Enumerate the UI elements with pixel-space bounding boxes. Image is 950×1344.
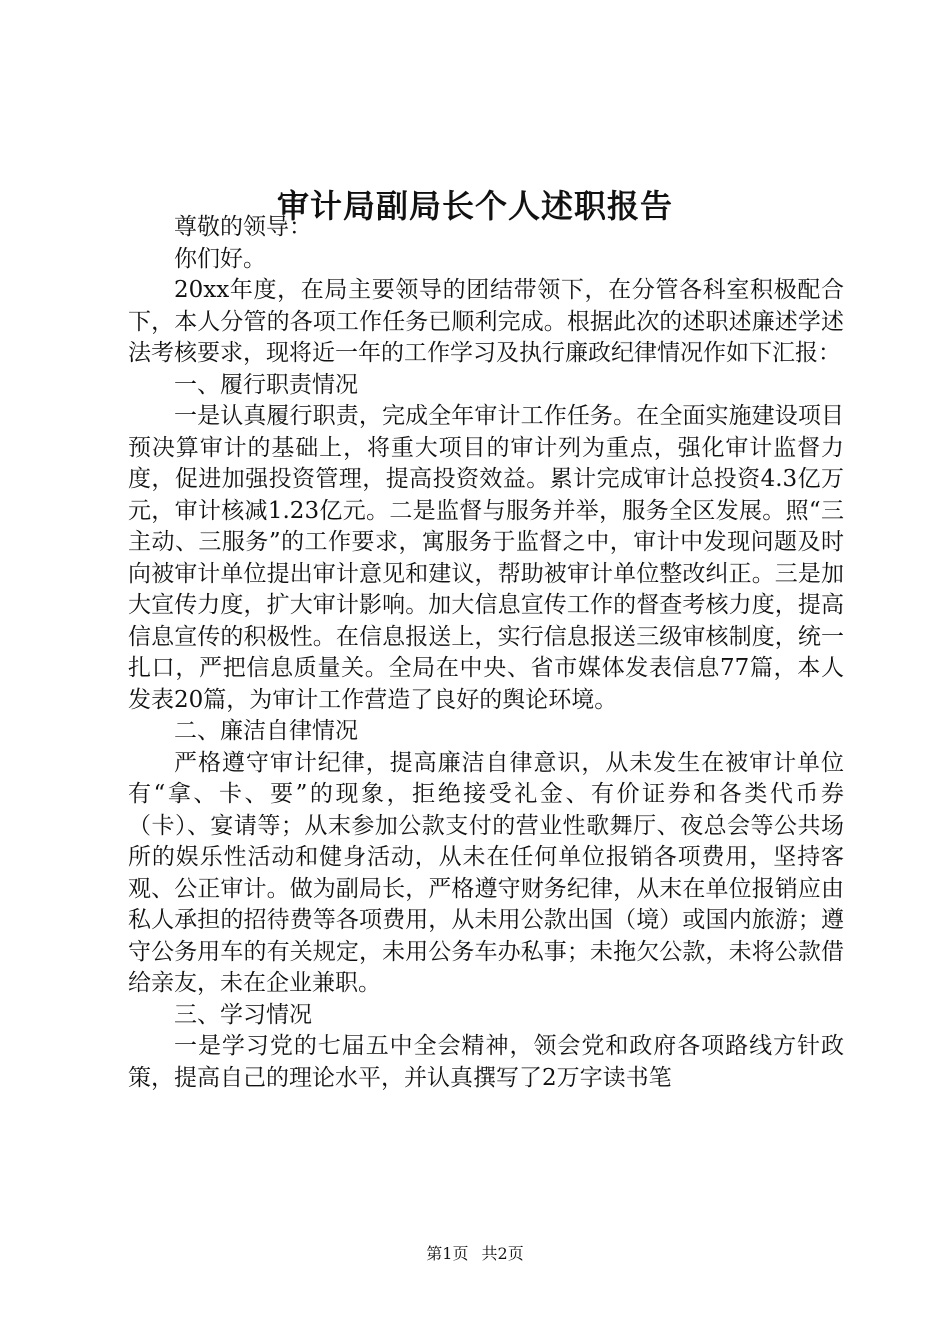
intro-paragraph: 20xx年度，在局主要领导的团结带领下，在分管各科室积极配合下，本人分管的各项工作任务已顺利完成。根据此次的述职述廉述学述法考核要求，现将近一年的工作学习及执行廉政纪律情况作如下汇报： xyxy=(128,277,844,366)
document-title: 审计局副局长个人述职报告 xyxy=(276,187,673,225)
section-heading-duties: 一、履行职责情况 xyxy=(174,371,358,398)
study-paragraph: 一是学习党的七届五中全会精神，领会党和政府各项路线方针政策，提高自己的理论水平，并认真撰写了2万字读书笔 xyxy=(128,1033,844,1091)
salutation: 尊敬的领导： xyxy=(174,214,312,240)
section-heading-integrity: 二、廉洁自律情况 xyxy=(174,718,358,744)
document-body xyxy=(128,212,844,1094)
section-heading-study: 三、学习情况 xyxy=(174,1001,312,1028)
duties-paragraph: 一是认真履行职责，完成全年审计工作任务。在全面实施建设项目预决算审计的基础上，将重大项目的审计列为重点，强化审计监督力度，促进加强投资管理，提高投资效益。累计完成审计总投资4.3亿万元，审计核减1.23亿元。二是监督与服务并举，服务全区发展。照“三主动、三服务”的工作要求，寓服务于监督之中，审计中发现问题及时向被审计单位提出审计意见和建议，帮助被审计单位整改纠正。三是加大宣传力度，扩大审计影响。加大信息宣传工作的督查考核力度，提高信息宣传的积极性。在信息报送上，实行信息报送三级审核制度，统一扎口，严把信息质量关。全局在中央、省市媒体发表信息77篇，本人发表20篇，为审计工作营造了良好的舆论环境。 xyxy=(128,403,844,713)
integrity-paragraph: 严格遵守审计纪律，提高廉洁自律意识，从未发生在被审计单位有“拿、卡、要”的现象，拒绝接受礼金、有价证券和各类代币券（卡）、宴请等；从末参加公款支付的营业性歌舞厅、夜总会等公共场所的娱乐性活动和健身活动，从未在任何单位报销各项费用，坚持客观、公正审计。做为副局长，严格遵守财务纪律，从末在单位报销应由私人承担的招待费等各项费用，从未用公款出国（境）或国内旅游；遵守公务用车的有关规定，未用公务车办私事；未拖欠公款，未将公款借给亲友，未在企业兼职。 xyxy=(128,749,844,996)
greeting: 你们好。 xyxy=(174,245,266,272)
page-footer: 第1页 共2页 xyxy=(426,1244,524,1263)
